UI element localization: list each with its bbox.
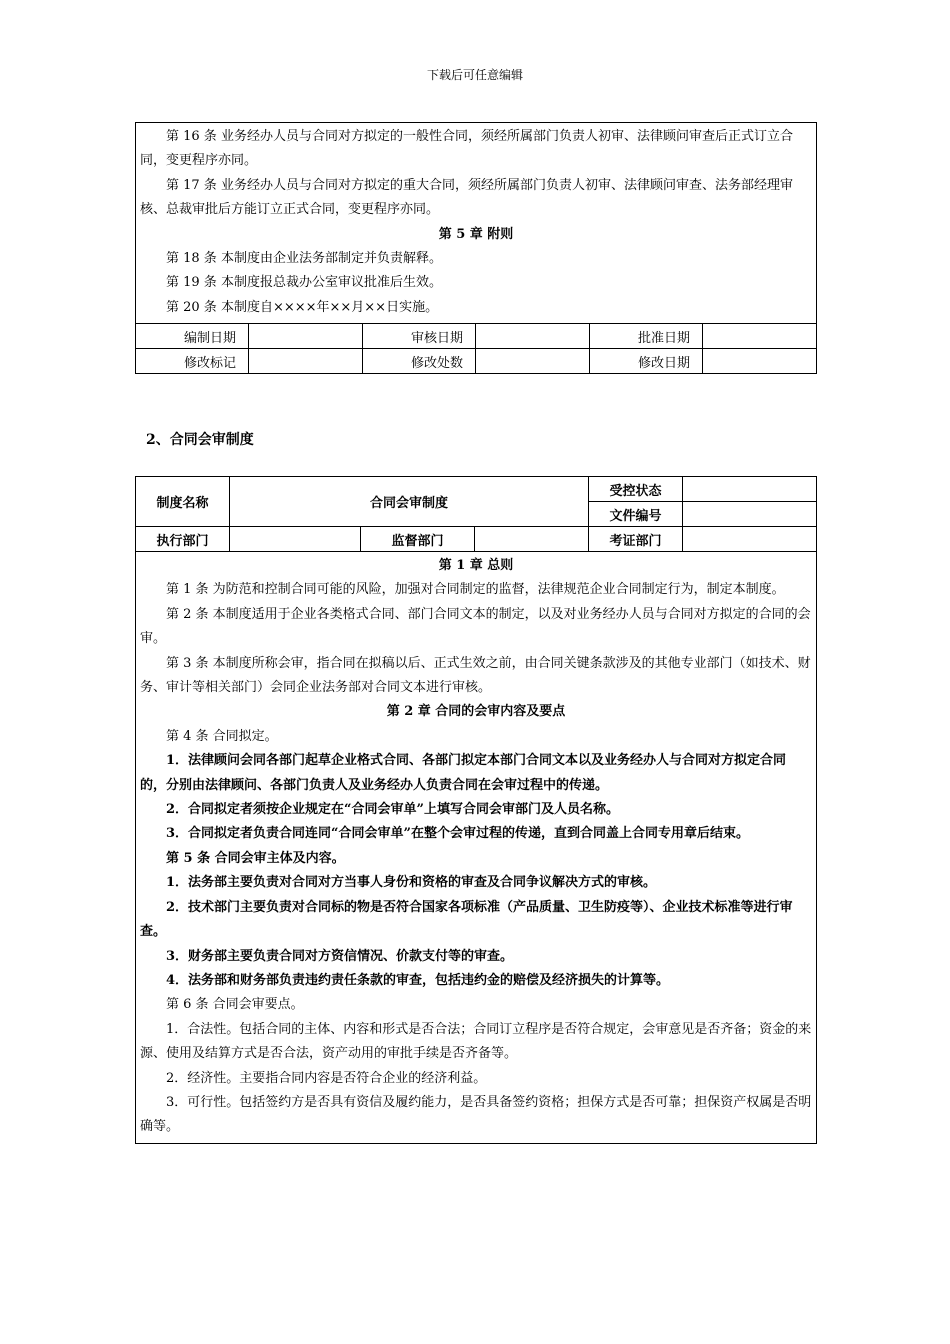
article-paragraph: 1．合法性。包括合同的主体、内容和形式是否合法；合同订立程序是否符合规定，会审意见是否齐备；资金的来源、使用及结算方式是否合法，资产动用的审批手续是否齐备等。 (140, 1021, 812, 1062)
article-paragraph: 1．法务部主要负责对合同对方当事人身份和资格的审查及合同争议解决方式的审核。 (166, 875, 657, 891)
review-date-value[interactable] (476, 324, 590, 349)
revision-date-value[interactable] (703, 349, 817, 374)
verify-dept-label: 考证部门 (589, 527, 683, 552)
article-paragraph: 3．财务部主要负责合同对方资信情况、价款支付等的审查。 (166, 948, 514, 964)
article-paragraph: 2．经济性。主要指合同内容是否符合企业的经济利益。 (166, 1070, 487, 1086)
article-paragraph: 2．技术部门主要负责对合同标的物是否符合国家各项标准（产品质量、卫生防疫等）、企业技术标准等进行审查。 (140, 899, 793, 940)
chapter-heading: 第 1 章 总则 (438, 558, 514, 573)
chapter-heading: 第 5 章 附则 (438, 226, 514, 242)
approve-date-label: 批准日期 (590, 324, 703, 349)
article-paragraph: 第 17 条 业务经办人员与合同对方拟定的重大合同，须经所属部门负责人初审、法律顾问审查、法务部经理审核、总裁审批后方能订立正式合同，变更程序亦同。 (140, 177, 793, 218)
article-paragraph: 2．合同拟定者须按企业规定在“合同会审单”上填写合同会审部门及人员名称。 (166, 802, 620, 818)
contract-review-table (135, 476, 817, 1144)
revision-count-value[interactable] (476, 349, 590, 374)
article-paragraph: 第 4 条 合同拟定。 (166, 728, 278, 744)
verify-dept-value[interactable] (683, 527, 817, 552)
compile-date-label: 编制日期 (136, 324, 249, 349)
article-paragraph: 第 1 条 为防范和控制合同可能的风险，加强对合同制定的监督，法律规范企业合同制定行为，制定本制度。 (166, 582, 785, 598)
review-body (136, 552, 817, 1144)
supervise-dept-label: 监督部门 (361, 527, 475, 552)
document-number-value[interactable] (683, 502, 817, 527)
article-paragraph: 3．可行性。包括签约方是否具有资信及履约能力，是否具备签约资格；担保方式是否可靠；担保资产权属是否明确等。 (140, 1094, 812, 1135)
revision-mark-label: 修改标记 (136, 349, 249, 374)
system-name-value: 合同会审制度 (230, 477, 589, 527)
article-paragraph: 第 16 条 业务经办人员与合同对方拟定的一般性合同，须经所属部门负责人初审、法律顾问审查后正式订立合同，变更程序亦同。 (140, 129, 793, 169)
control-status-label: 受控状态 (589, 477, 683, 502)
article-paragraph: 4．法务部和财务部负责违约责任条款的审查，包括违约金的赔偿及经济损失的计算等。 (166, 972, 670, 988)
article-paragraph: 第 19 条 本制度报总裁办公室审议批准后生效。 (166, 275, 442, 291)
compile-date-value[interactable] (249, 324, 363, 349)
revision-mark-value[interactable] (249, 349, 363, 374)
page-header: 下载后可任意编辑 (426, 68, 523, 82)
revision-date-label: 修改日期 (590, 349, 703, 374)
system-name-label: 制度名称 (136, 477, 230, 527)
article-paragraph: 第 3 条 本制度所称会审，指合同在拟稿以后、正式生效之前，由合同关键条款涉及的其他专业部门（如技术、财务、审计等相关部门）会同企业法务部对合同文本进行审核。 (140, 655, 811, 696)
approve-date-value[interactable] (703, 324, 817, 349)
chapter-heading: 第 2 章 合同的会审内容及要点 (386, 704, 566, 720)
article-paragraph: 第 18 条 本制度由企业法务部制定并负责解释。 (166, 251, 442, 267)
exec-dept-label: 执行部门 (136, 527, 230, 552)
rules-table-continued (135, 122, 817, 374)
article-paragraph: 1．法律顾问会同各部门起草企业格式合同、各部门拟定本部门合同文本以及业务经办人与合同对方拟定合同的，分别由法律顾问、各部门负责人及业务经办人负责合同在会审过程中的传递。 (140, 753, 787, 793)
article-paragraph: 第 5 条 合同会审主体及内容。 (166, 850, 345, 866)
article-paragraph: 第 6 条 合同会审要点。 (166, 997, 304, 1013)
article-paragraph: 3．合同拟定者负责合同连同“合同会审单”在整个会审过程的传递，直到合同盖上合同专用章后结束。 (166, 826, 750, 842)
exec-dept-value[interactable] (230, 527, 361, 552)
control-status-value[interactable] (683, 477, 817, 502)
article-paragraph: 第 2 条 本制度适用于企业各类格式合同、部门合同文本的制定，以及对业务经办人员与合同对方拟定的合同的会审。 (140, 606, 811, 647)
article-paragraph: 第 20 条 本制度自××××年××月××日实施。 (166, 299, 439, 315)
review-date-label: 审核日期 (363, 324, 476, 349)
supervise-dept-value[interactable] (475, 527, 589, 552)
document-number-label: 文件编号 (589, 502, 683, 527)
section-title: 2、合同会审制度 (146, 432, 254, 448)
revision-count-label: 修改处数 (363, 349, 476, 374)
rules-body (136, 123, 817, 324)
